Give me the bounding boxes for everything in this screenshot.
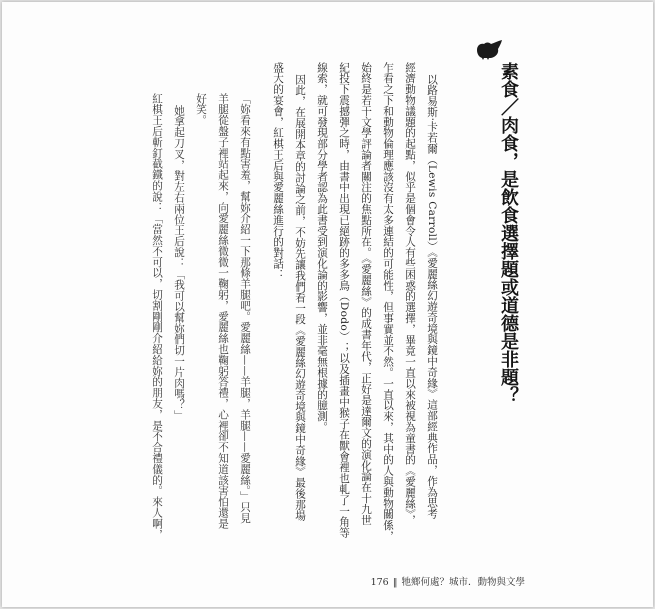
quote-column: 她拿起刀叉，對左右兩位王后說：「我可以幫妳們切一片肉嗎？」	[173, 104, 185, 421]
quote-column: 紅棋王后斬釘截鐵的說：「當然不可以，切割剛剛介紹給妳的朋友，是不合禮儀的。來人啊，	[151, 93, 163, 540]
text-column: 線索，就可發現部分學者認為此書受到演化論的影響，並非毫無根據的臆測。	[316, 62, 328, 433]
text-column: 盛大的宴會，紅棋王后與愛麗絲進行的對話：	[272, 62, 284, 280]
quote-column: 好笑。	[195, 93, 207, 126]
running-title: 牠鄉何處？城市．動物與文學	[401, 577, 525, 588]
book-page	[2, 2, 653, 607]
quote-column: 羊腿從盤子裡站起來，向愛麗絲微微一鞠躬，愛麗絲也鞠躬答禮，心裡卻不知道該害怕還是	[217, 93, 229, 529]
text-column: 乍看之下和動物倫理應該沒有太多連結的可能性，但事實並不然。一直以來，其中的人與動物關係，	[382, 62, 394, 542]
page-number: 176	[370, 577, 389, 588]
text-column: 始終是若干文學評論者關注的焦點所在。《愛麗絲》的成書年代，正好是達爾文的演化論在十九世	[360, 62, 372, 526]
text-column: 以路易斯‧卡若爾（Lewis Carroll）《愛麗絲幻遊奇境與鏡中奇緣》這部經典作品，作為思考	[426, 73, 438, 519]
text-column: 經濟動物議題的起點，似乎是個會令人有些困惑的選擇，畢竟一直以來被視為童書的《愛麗絲》，	[404, 62, 416, 526]
bird-icon	[474, 39, 504, 61]
running-footer	[371, 577, 525, 589]
text-column: 因此，在展開本章的討論之前，不妨先讓我們看一段《愛麗絲幻遊奇境與鏡中奇緣》最後那場	[294, 73, 306, 521]
chapter-title: 素食／肉食，是飲食選擇題或道德是非題？	[498, 62, 519, 404]
body-text	[267, 62, 443, 546]
text-column: 紀投下震撼彈之時，由書中出現已絕跡的多多鳥（Dodo）；以及插畫中猴子在獸會裡也軋了一角等	[338, 62, 350, 539]
quote-column: 「妳看來有點害羞，幫妳介紹一下那條羊腿吧。愛麗絲——羊腿，羊腿——愛麗絲。」只見	[239, 93, 251, 524]
footer-separator: ‖	[392, 577, 398, 588]
quoted-dialogue	[146, 93, 256, 551]
